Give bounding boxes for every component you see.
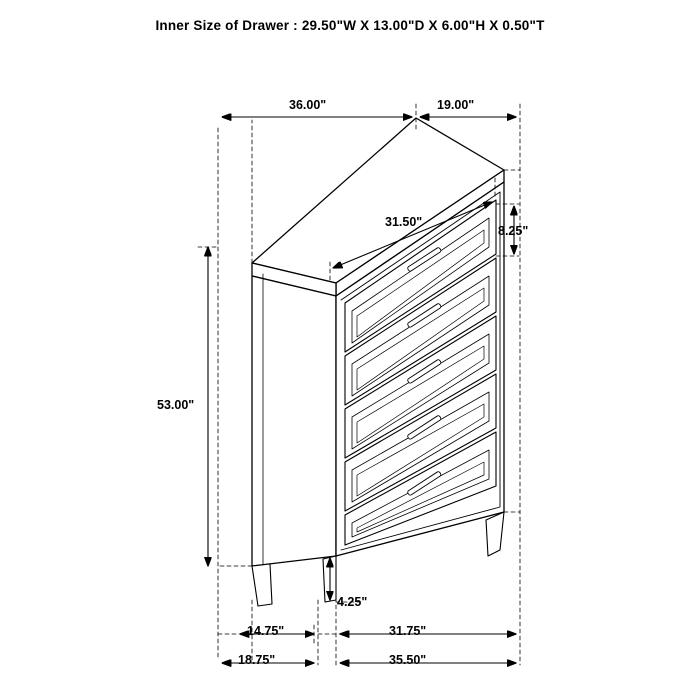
dim-top-depth: 19.00" (437, 98, 475, 112)
dim-drawer-front-height: 8.25" (498, 224, 529, 238)
dim-front-overall-width: 35.50" (389, 653, 427, 667)
page-title: Inner Size of Drawer : 29.50"W X 13.00"D X 6.00"H X 0.50"T (155, 18, 545, 33)
dim-side-base-depth: 14.75" (247, 624, 285, 638)
dim-front-base-width: 31.75" (389, 624, 427, 638)
dim-leg-height: 4.25" (337, 595, 368, 609)
dim-overall-height: 53.00" (157, 398, 195, 412)
dim-drawer-front-width: 31.50" (385, 215, 423, 229)
dim-side-top-depth: 18.75" (238, 653, 276, 667)
dim-top-width: 36.00" (289, 98, 327, 112)
